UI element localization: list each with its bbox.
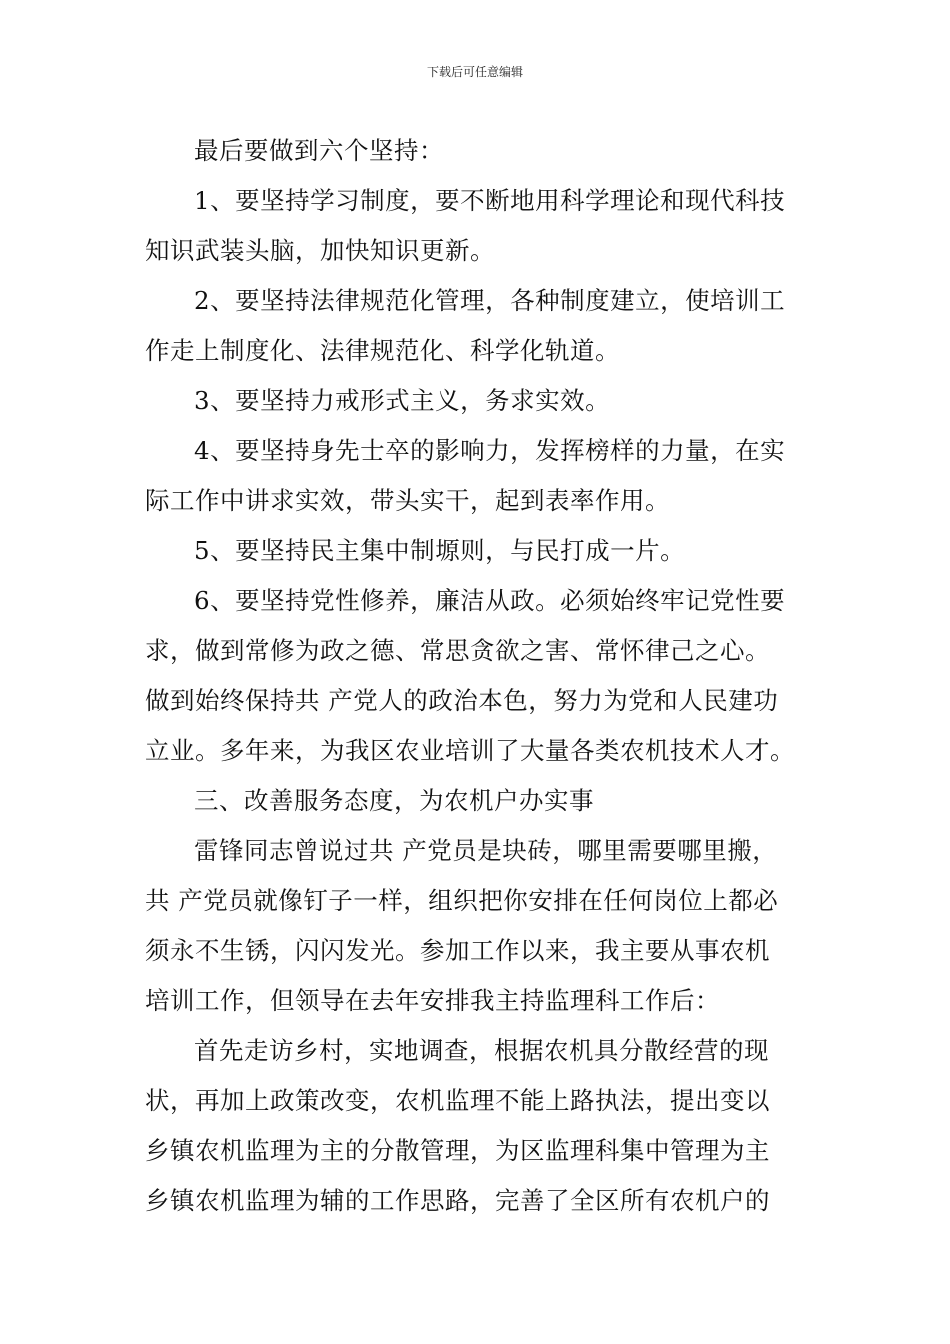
text-line: 求，做到常修为政之德、常思贪欲之害、常怀律己之心。 bbox=[145, 636, 770, 665]
text-line: 3、要坚持力戒形式主义，务求实效。 bbox=[194, 386, 611, 415]
text-line: 最后要做到六个坚持： bbox=[194, 136, 444, 165]
text-line: 须永不生锈，闪闪发光。参加工作以来，我主要从事农机 bbox=[145, 936, 770, 965]
document-body bbox=[145, 126, 810, 1226]
text-line: 雷锋同志曾说过共 产党员是块砖，哪里需要哪里搬， bbox=[194, 836, 778, 865]
text-line: 乡镇农机监理为辅的工作思路，完善了全区所有农机户的 bbox=[145, 1186, 770, 1215]
text-line: 共 产党员就像钉子一样，组织把你安排在任何岗位上都必 bbox=[145, 886, 779, 915]
text-line: 5、要坚持民主集中制塬则，与民打成一片。 bbox=[194, 536, 686, 565]
text-line: 首先走访乡村，实地调查，根据农机具分散经营的现 bbox=[194, 1036, 769, 1065]
text-line: 培训工作，但领导在去年安排我主持监理科工作后： bbox=[145, 986, 720, 1015]
text-line: 1、要坚持学习制度，要不断地用科学理论和现代科技 bbox=[194, 186, 786, 215]
text-line: 际工作中讲求实效，带头实干，起到表率作用。 bbox=[145, 486, 670, 515]
text-line: 立业。多年来，为我区农业培训了大量各类农机技术人才。 bbox=[145, 736, 795, 765]
text-line: 6、要坚持党性修养，廉洁从政。必须始终牢记党性要 bbox=[194, 586, 786, 615]
text-line: 作走上制度化、法律规范化、科学化轨道。 bbox=[145, 336, 620, 365]
text-line: 4、要坚持身先士卒的影响力，发挥榜样的力量，在实 bbox=[194, 436, 786, 465]
text-line: 2、要坚持法律规范化管理，各种制度建立，使培训工 bbox=[194, 286, 786, 315]
text-line: 三、改善服务态度，为农机户办实事 bbox=[194, 786, 594, 815]
text-line: 乡镇农机监理为主的分散管理，为区监理科集中管理为主 bbox=[145, 1136, 770, 1165]
text-line: 做到始终保持共 产党人的政治本色，努力为党和人民建功 bbox=[145, 686, 779, 715]
text-line: 状，再加上政策改变，农机监理不能上路执法，提出变以 bbox=[145, 1086, 770, 1115]
page-header: 下载后可任意编辑 bbox=[426, 65, 523, 79]
text-line: 知识武装头脑，加快知识更新。 bbox=[145, 236, 495, 265]
